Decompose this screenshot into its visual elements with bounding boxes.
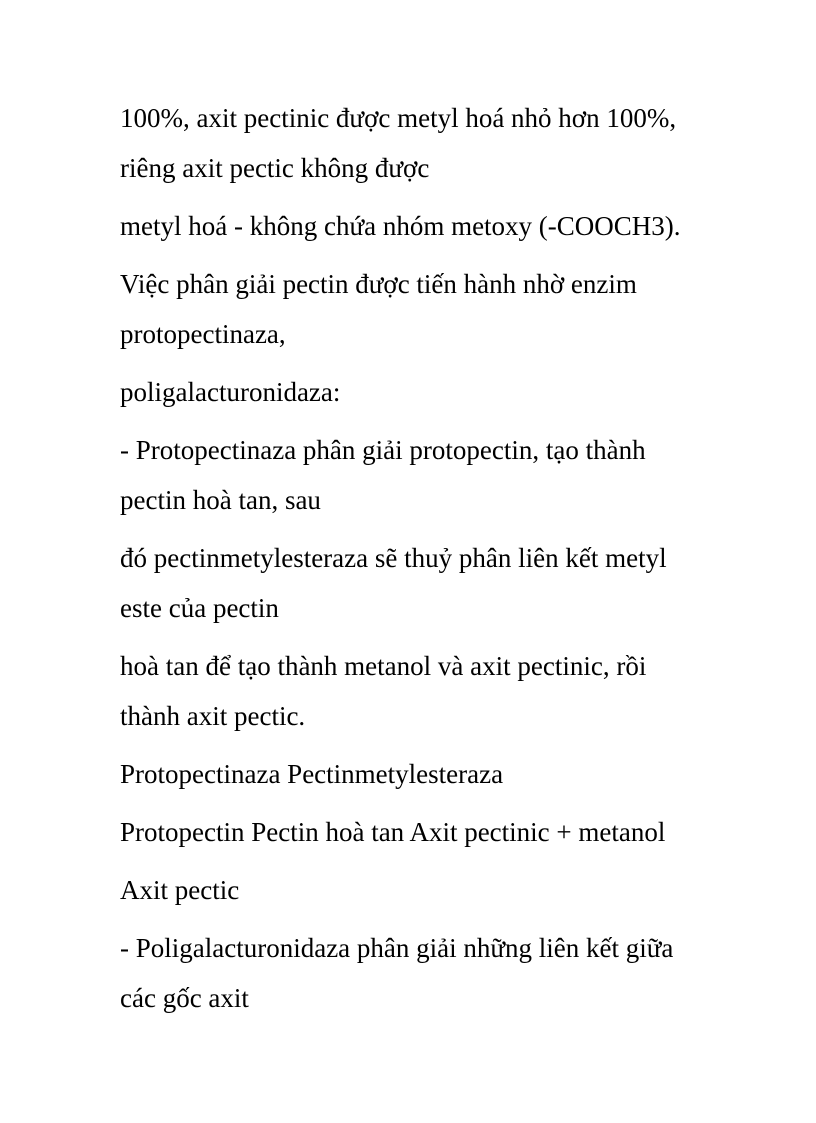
- text-line-12: thành axit pectic.: [120, 701, 306, 731]
- text-line-8: pectin hoà tan, sau: [120, 485, 321, 515]
- text-line-9: đó pectinmetylesteraza sẽ thuỷ phân liên kết metyl: [120, 543, 667, 573]
- text-line-5: protopectinaza,: [120, 319, 286, 349]
- text-line-1: 100%, axit pectinic được metyl hoá nhỏ hơn 100%,: [120, 103, 677, 133]
- text-line-11: hoà tan để tạo thành metanol và axit pectinic, rồi: [120, 651, 647, 681]
- text-line-14: Protopectin Pectin hoà tan Axit pectinic + metanol: [120, 817, 666, 847]
- text-line-16: - Poligalacturonidaza phân giải những liên kết giữa: [120, 933, 674, 963]
- text-line-6: poligalacturonidaza:: [120, 377, 341, 407]
- text-line-13: Protopectinaza Pectinmetylesteraza: [120, 759, 504, 789]
- text-line-17: các gốc axit: [120, 983, 249, 1013]
- text-line-4: Việc phân giải pectin được tiến hành nhờ enzim: [120, 269, 637, 299]
- text-line-7: - Protopectinaza phân giải protopectin, tạo thành: [120, 435, 646, 465]
- text-line-15: Axit pectic: [120, 875, 240, 905]
- text-line-2: riêng axit pectic không được: [120, 153, 430, 183]
- text-line-3: metyl hoá - không chứa nhóm metoxy (-COOCH3).: [120, 211, 681, 241]
- text-line-10: este của pectin: [120, 593, 279, 623]
